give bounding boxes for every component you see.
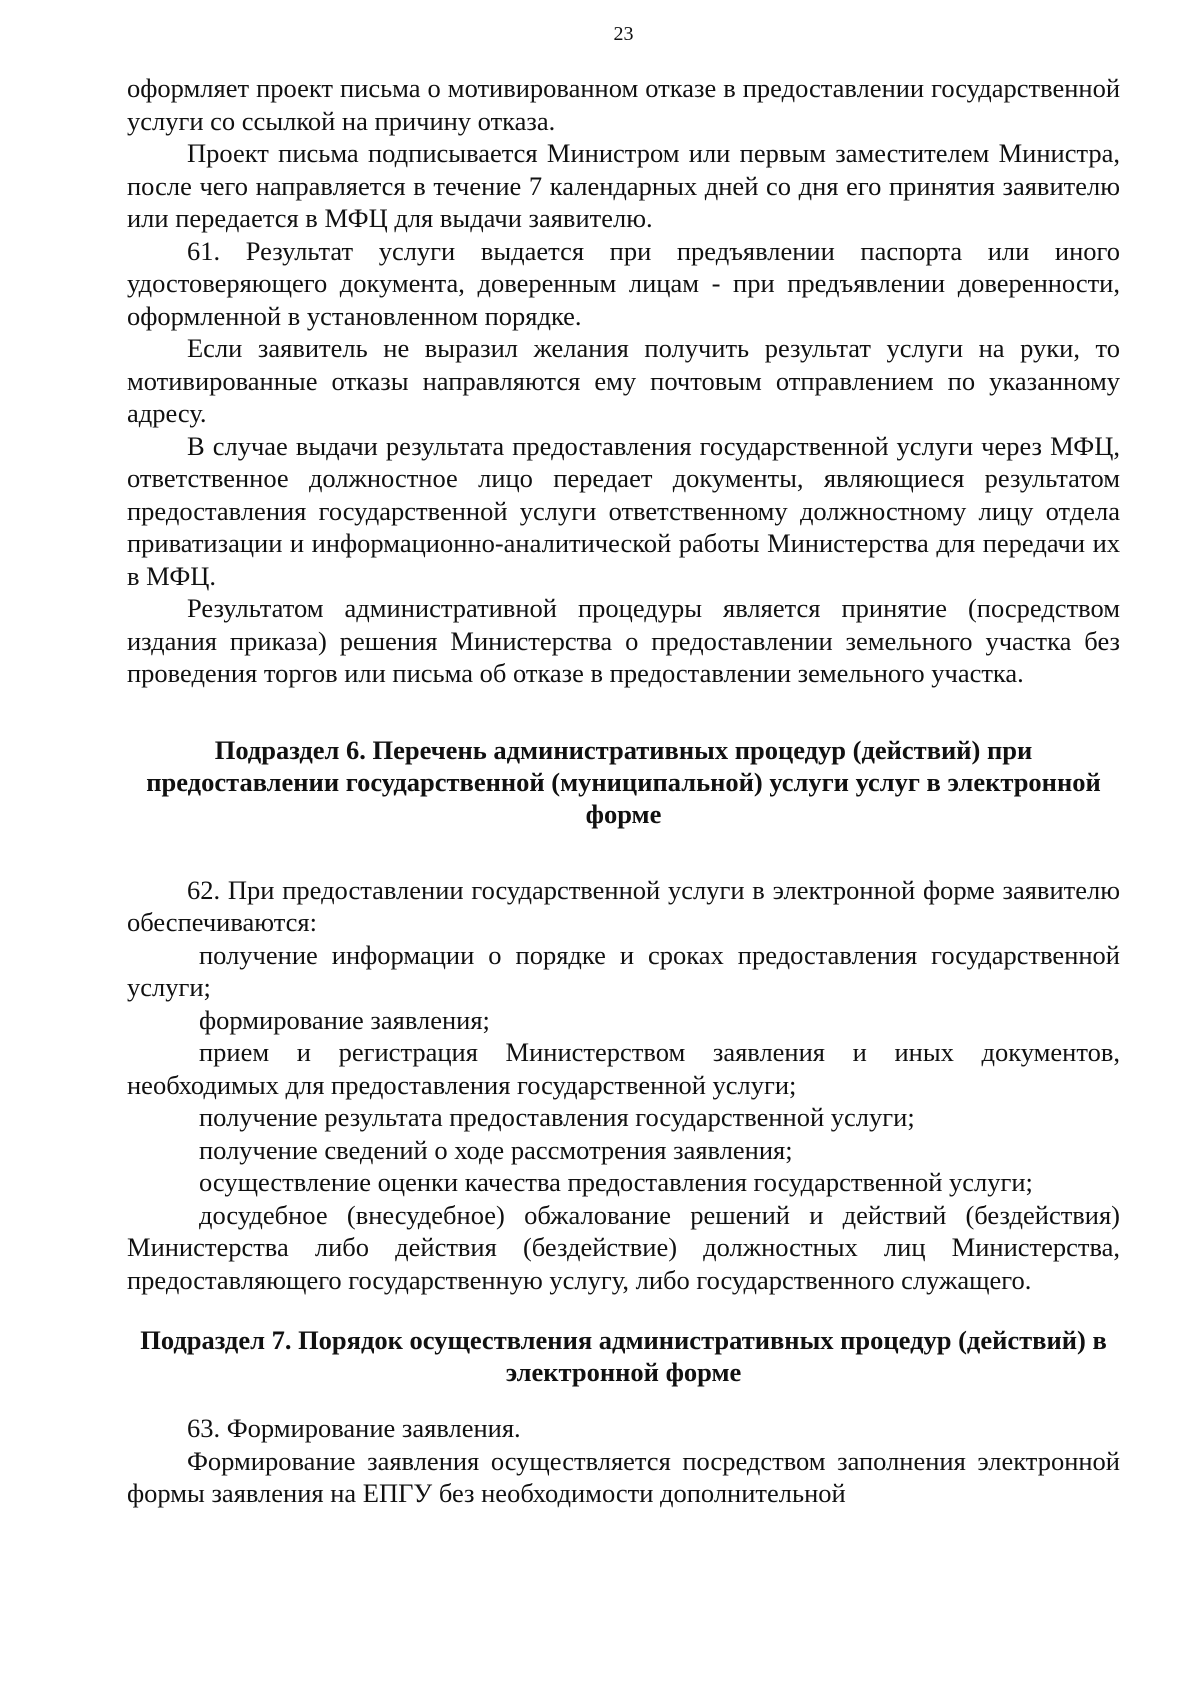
list-item: получение результата предоставления государственной услуги; (199, 1102, 915, 1132)
paragraph-item-62: 62. При предоставлении государственной услуги в электронной форме заявителю обеспечиваются: (127, 874, 1120, 937)
document-page (127, 0, 1120, 1694)
paragraph: В случае выдачи результата предоставления государственной услуги через МФЦ, ответственное должностное лицо передает документы, являющиеся результатом предоставления государственной услуги ответственному должностному лицу отдела приватизации и информационно-аналитической работы Министерства для передачи их в МФЦ. (127, 430, 1120, 591)
list-item: досудебное (внесудебное) обжалование решений и действий (бездействия) Министерства либо действия (бездействие) должностных лиц Министерства, предоставляющего государственную услугу, либо государственного служащего. (127, 1199, 1120, 1295)
paragraph: Если заявитель не выразил желания получить результат услуги на руки, то мотивированные отказы направляются ему почтовым отправлением по указанному адресу. (127, 333, 1120, 428)
list-item: осуществление оценки качества предоставления государственной услуги; (199, 1167, 1033, 1197)
page-number: 23 (613, 23, 634, 45)
paragraph: Результатом административной процедуры является принятие (посредством издания приказа) решения Министерства о предоставлении земельного участка без проведения торгов или письма об отказе в предоставлении земельного участка. (127, 593, 1120, 688)
paragraph: Формирование заявления осуществляется посредством заполнения электронной формы заявления на ЕПГУ без необходимости дополнительной (127, 1445, 1120, 1508)
paragraph: оформляет проект письма о мотивированном отказе в предоставлении государственной услуги со ссылкой на причину отказа. (127, 73, 1120, 136)
list-item: формирование заявления; (199, 1004, 490, 1035)
subsection-6-heading: Подраздел 6. Перечень административных процедур (действий) при предоставлении государственной (муниципальной) услуги услуг в электронной форме (146, 734, 1101, 829)
list-item: получение информации о порядке и сроках предоставления государственной услуги; (127, 939, 1120, 1002)
page-content (127, 72, 1120, 1510)
subsection-7-heading: Подраздел 7. Порядок осуществления административных процедур (действий) в электронной форме (140, 1325, 1107, 1387)
list-item: получение сведений о ходе рассмотрения заявления; (199, 1134, 793, 1165)
list-item: прием и регистрация Министерством заявления и иных документов, необходимых для предоставления государственной услуги; (127, 1037, 1120, 1100)
paragraph: Проект письма подписывается Министром или первым заместителем Министра, после чего направляется в течение 7 календарных дней со дня его принятия заявителю или передается в МФЦ для выдачи заявителю. (127, 138, 1120, 233)
paragraph-item-61: 61. Результат услуги выдается при предъявлении паспорта или иного удостоверяющего документа, доверенным лицам - при предъявлении доверенности, оформленной в установленном порядке. (127, 235, 1120, 331)
paragraph-item-63: 63. Формирование заявления. (187, 1413, 521, 1443)
